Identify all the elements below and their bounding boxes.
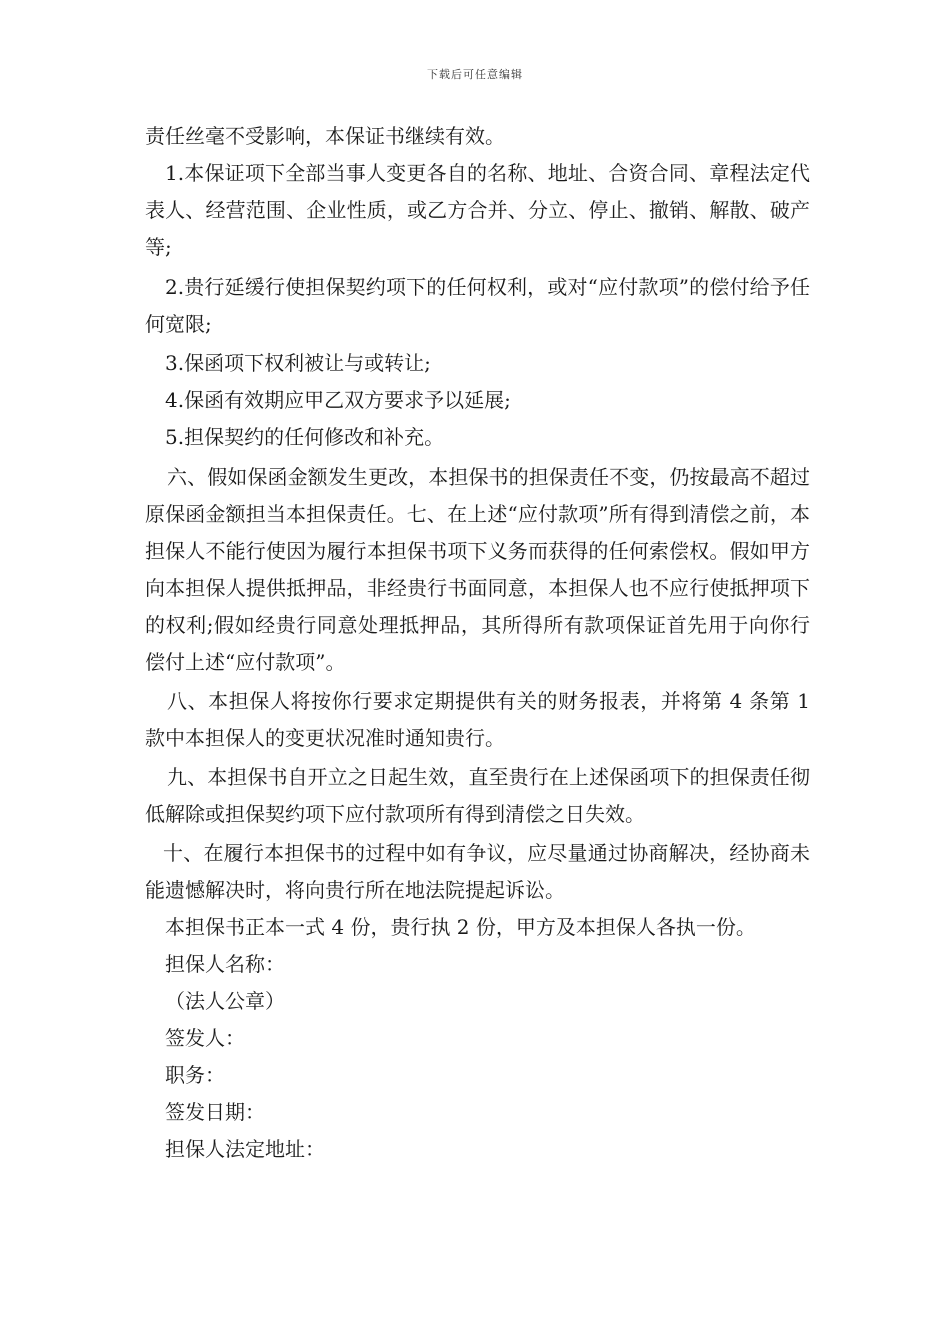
issuer-label: 签发人： — [165, 1026, 245, 1050]
copies-statement: 本担保书正本一式 4 份，贵行执 2 份，甲方及本担保人各执一份。 — [165, 915, 756, 939]
position-label: 职务： — [165, 1063, 225, 1087]
company-seal-label: （法人公章） — [165, 989, 285, 1013]
document-body — [145, 118, 810, 1168]
clause-item-4: 4.保函有效期应甲乙双方要求予以延展; — [165, 388, 511, 412]
clause-item-5: 5.担保契约的任何修改和补充。 — [165, 425, 445, 449]
clause-item-3: 3.保函项下权利被让与或转让; — [165, 351, 431, 375]
clause-item-1: 1.本保证项下全部当事人变更各自的名称、地址、合资合同、章程法定代表人、经营范围、企业性质，或乙方合并、分立、停止、撤销、解散、破产等; — [145, 161, 810, 259]
clause-item-2: 2.贵行延缓行使担保契约项下的任何权利，或对“应付款项”的偿付给予任何宽限; — [145, 275, 810, 336]
page-header-note: 下载后可任意编辑 — [427, 68, 523, 81]
clause-10: 十、在履行本担保书的过程中如有争议，应尽量通过协商解决，经协商未能遗憾解决时，将向贵行所在地法院提起诉讼。 — [145, 841, 810, 902]
guarantor-name-label: 担保人名称： — [165, 952, 285, 976]
clause-6-7: 六、假如保函金额发生更改，本担保书的担保责任不变，仍按最高不超过原保函金额担当本担保责任。七、在上述“应付款项”所有得到清偿之前，本担保人不能行使因为履行本担保书项下义务而获得的任何索偿权。假如甲方向本担保人提供抵押品，非经贵行书面同意，本担保人也不应行使抵押项下的权利;假如经贵行同意处理抵押品，其所得所有款项保证首先用于向你行偿付上述“应付款项”。 — [145, 465, 810, 674]
clause-9: 九、本担保书自开立之日起生效，直至贵行在上述保函项下的担保责任彻低解除或担保契约项下应付款项所有得到清偿之日失效。 — [145, 765, 810, 826]
paragraph-continuation: 责任丝毫不受影响，本保证书继续有效。 — [145, 124, 505, 148]
clause-8: 八、本担保人将按你行要求定期提供有关的财务报表，并将第 4 条第 1 款中本担保人的变更状况准时通知贵行。 — [145, 689, 810, 750]
issue-date-label: 签发日期： — [165, 1100, 265, 1124]
guarantor-address-label: 担保人法定地址： — [165, 1137, 325, 1161]
